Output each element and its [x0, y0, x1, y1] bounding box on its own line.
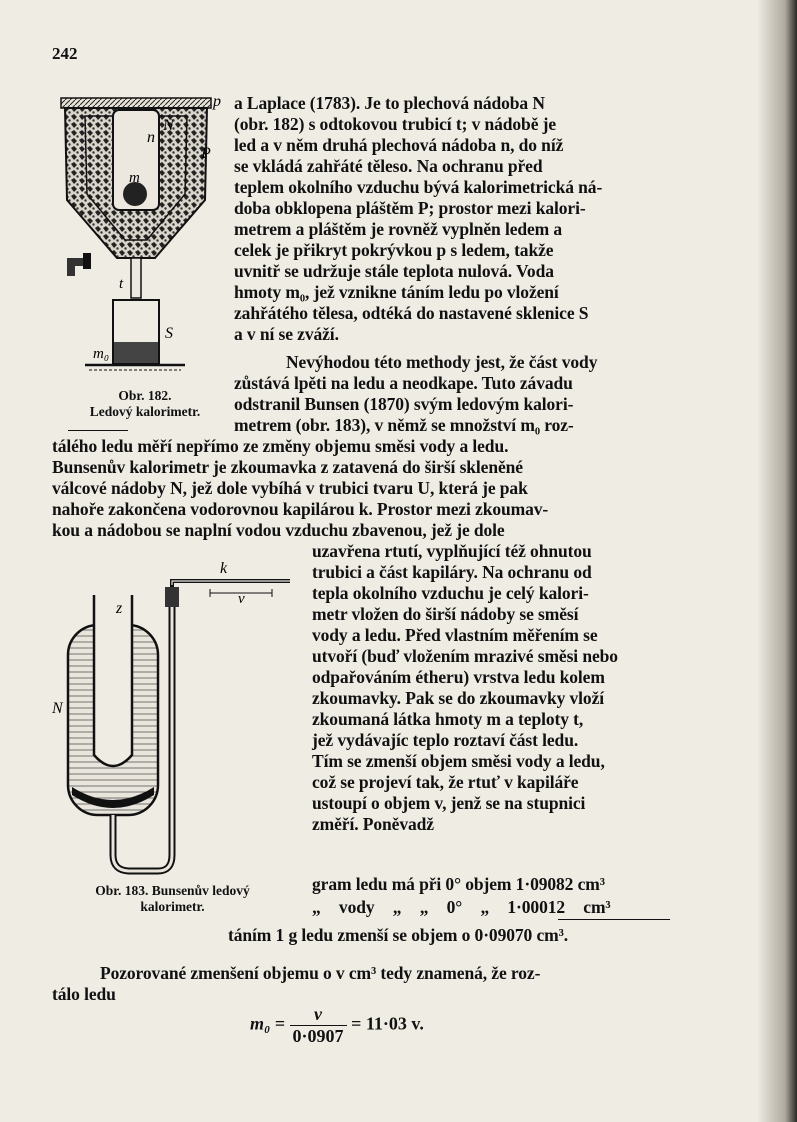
- text-line-12: a v ní se zváží.: [234, 324, 339, 344]
- text-line-22: uzavřena rtutí, vyplňující též ohnutou: [312, 541, 592, 561]
- text-line-19: válcové nádoby N, jež dole vybíhá v trubici tvaru U, která je pak: [52, 478, 528, 498]
- text-line-13: Nevýhodou této methody jest, že část vody: [286, 352, 598, 372]
- text-line-18: Bunsenův kalorimetr je zkoumavka z zatavená do širší skleněné: [52, 457, 523, 477]
- text-line-17: tálého ledu měří nepřímo ze změny objemu směsi vody a ledu.: [52, 436, 509, 456]
- fig182-label-P: P: [201, 145, 211, 162]
- fig182-label-S: S: [165, 325, 173, 342]
- figure-183-caption: [60, 883, 285, 915]
- text-line-16: metrem (obr. 183), v němž se množství m₀ roz-: [234, 415, 574, 435]
- table-row-1: gram ledu má při 0° objem 1·09082 cm³: [312, 874, 605, 894]
- text-line-8: celek je přikryt pokrývkou p s ledem, takže: [234, 240, 554, 260]
- fig182-label-m: m: [129, 170, 140, 186]
- fig183-label-N: N: [52, 700, 63, 717]
- fig183-label-k: k: [220, 560, 228, 577]
- equation-numerator: v: [290, 1004, 347, 1026]
- figure-183-caption-line2: kalorimetr.: [140, 899, 205, 914]
- text-line-11: zahřátého tělesa, odtéká do nastavené sklenice S: [234, 303, 589, 323]
- text-line-32: Tím se zmenší objem směsi vody a ledu,: [312, 751, 605, 771]
- fig182-label-N: N: [163, 117, 174, 134]
- text-line-20: nahoře zakončena vodorovnou kapilárou k. Prostor mezi zkoumav-: [52, 499, 549, 519]
- text-line-15: odstranil Bunsen (1870) svým ledovým kalori-: [234, 394, 574, 414]
- fig182-label-m0: m₀: [93, 346, 110, 362]
- fig182-label-n: n: [147, 129, 155, 146]
- equation-fraction: [290, 1004, 347, 1047]
- figure-182-caption: [55, 388, 235, 420]
- figure-182-ice-calorimeter: [55, 90, 225, 380]
- text-line-33: což se projeví tak, že rtuť v kapiláře: [312, 772, 579, 792]
- fig182-label-p: p: [213, 93, 221, 110]
- fig183-label-z: z: [116, 600, 123, 617]
- equation-rhs: = 11·03 v.: [351, 1013, 424, 1034]
- text-line-9: uvnitř se udržuje stále teplota nulová. Voda: [234, 261, 554, 281]
- page-edge-shadow: [757, 0, 797, 1122]
- equation-m0: [250, 1004, 424, 1047]
- table-sum-rule: [558, 919, 670, 920]
- text-line-30: zkoumaná látka hmoty m a teploty t,: [312, 709, 584, 729]
- text-line-23: trubici a část kapiláry. Na ochranu od: [312, 562, 592, 582]
- text-line-28: odpařováním étheru) vrstva ledu kolem: [312, 667, 605, 687]
- figure-182-caption-text: Ledový kalorimetr.: [89, 404, 201, 419]
- fig183-label-v: v: [238, 591, 245, 607]
- text-closing-2: tálo ledu: [52, 984, 116, 1004]
- text-line-1: a Laplace (1783). Je to plechová nádoba N: [234, 93, 545, 113]
- text-line-6: doba obklopena pláštěm P; prostor mezi kalori-: [234, 198, 586, 218]
- table-row-2: „ vody „ „ 0° „ 1·00012 cm³: [312, 897, 611, 917]
- text-line-14: zůstává lpěti na ledu a neodkape. Tuto závadu: [234, 373, 573, 393]
- text-line-5: teplem okolního vzduchu bývá kalorimetrická ná-: [234, 177, 603, 197]
- table-row-3: táním 1 g ledu zmenší se objem o 0·09070 cm³.: [228, 925, 569, 945]
- text-line-7: metrem a pláštěm je rovněž vyplněn ledem a: [234, 219, 563, 239]
- text-closing-1: Pozorované zmenšení objemu o v cm³ tedy znamená, že roz-: [100, 963, 541, 983]
- figure-183-bunsen-calorimeter: [50, 555, 300, 885]
- equation-lhs: m₀ =: [250, 1013, 286, 1034]
- text-line-21: kou a nádobou se naplní vodou vzduchu zbavenou, jež je dole: [52, 520, 505, 540]
- text-line-29: zkoumavky. Pak se do zkoumavky vloží: [312, 688, 604, 708]
- figure-182-caption-title: Obr. 182.: [118, 388, 172, 403]
- caption-divider: [68, 430, 128, 431]
- text-line-10: hmoty m₀, jež vznikne táním ledu po vložení: [234, 282, 559, 302]
- text-line-26: vody a ledu. Před vlastním měřením se: [312, 625, 598, 645]
- figure-183-caption-line1: Obr. 183. Bunsenův ledový: [95, 883, 250, 898]
- fig182-label-t: t: [119, 276, 124, 292]
- text-line-24: tepla okolního vzduchu je celý kalori-: [312, 583, 589, 603]
- text-line-3: led a v něm druhá plechová nádoba n, do níž: [234, 135, 564, 155]
- text-line-4: se vkládá zahřáté těleso. Na ochranu před: [234, 156, 543, 176]
- text-line-27: utvoří (buď vložením mrazivé směsi nebo: [312, 646, 618, 666]
- text-line-34: ustoupí o objem v, jenž se na stupnici: [312, 793, 586, 813]
- text-line-35: změří. Poněvadž: [312, 814, 434, 834]
- page-number: 242: [52, 44, 78, 63]
- text-line-31: jež vydávajíc teplo roztaví část ledu.: [312, 730, 579, 750]
- equation-denominator: 0·0907: [292, 1026, 344, 1046]
- text-line-25: metr vložen do širší nádoby se směsí: [312, 604, 579, 624]
- text-line-2: (obr. 182) s odtokovou trubicí t; v nádobě je: [234, 114, 557, 134]
